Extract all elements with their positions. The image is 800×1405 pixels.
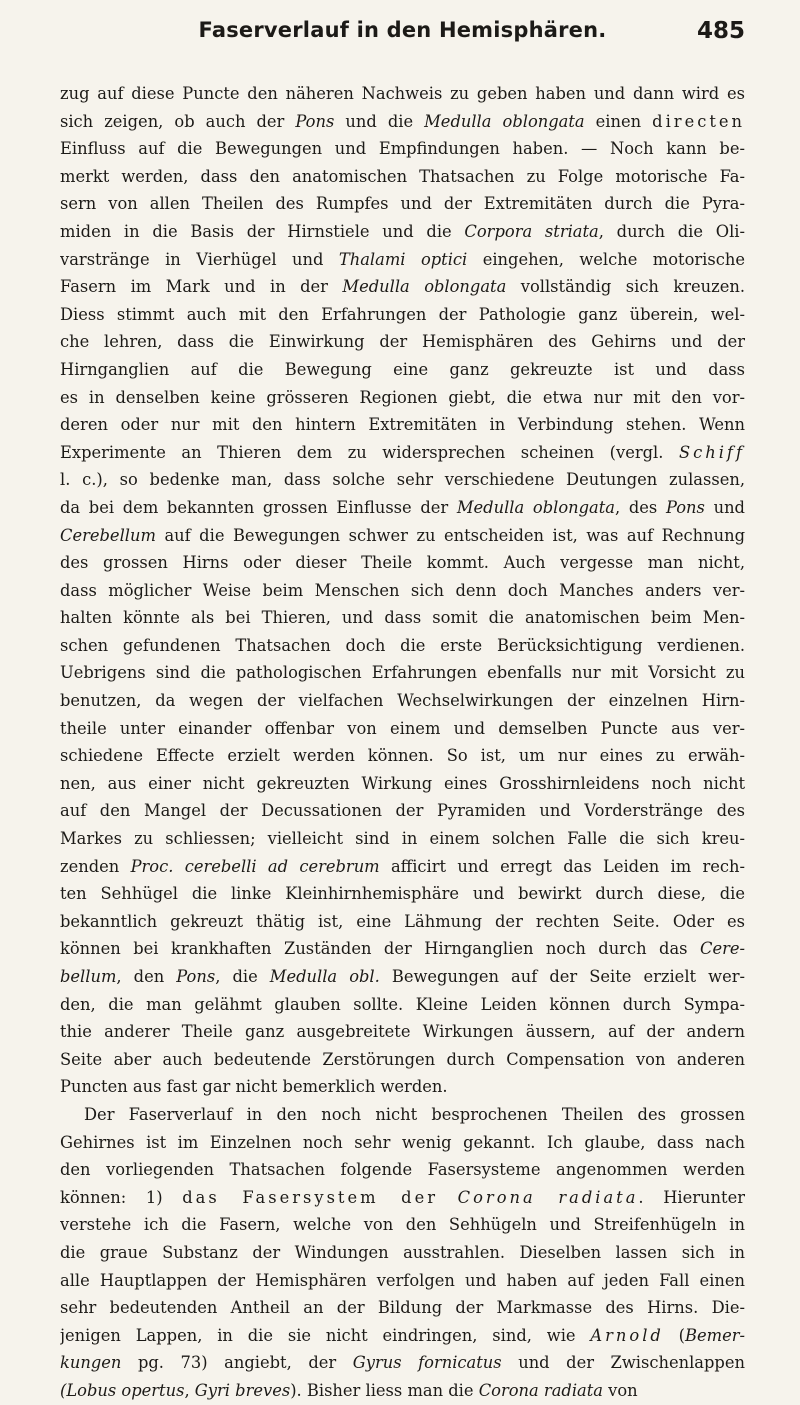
text-run: Seite aber auch bedeutende Zerstörungen durch Compensation von anderen <box>60 1049 745 1069</box>
text-line <box>60 1377 745 1405</box>
text-line <box>60 163 745 191</box>
text-run: Gehirnes ist im Einzelnen noch sehr wenig gekannt. Ich glaube, dass nach <box>60 1132 745 1152</box>
emphasized-text: Proc. cerebelli ad cerebrum <box>130 856 380 876</box>
text-run: können bei krankhaften Zuständen der Hirnganglien noch durch das <box>60 939 700 959</box>
text-run: theile unter einander offenbar von einem und demselben Puncte aus ver- <box>60 718 745 738</box>
text-run: auf den Mangel der Decussationen der Pyramiden und Vorderstränge des <box>60 801 745 821</box>
text-run: bekanntlich gekreuzt thätig ist, eine Lähmung der rechten Seite. Oder es <box>60 911 745 931</box>
text-run: miden in die Basis der Hirnstiele und die <box>60 221 465 241</box>
text-run: Diess stimmt auch mit den Erfahrungen der Pathologie ganz überein, wel- <box>60 304 745 324</box>
text-line <box>60 687 745 715</box>
text-run: die graue Substanz der Windungen ausstrahlen. Dieselben lassen sich in <box>60 1242 745 1262</box>
body-text <box>60 80 745 1405</box>
emphasized-text: Schiff <box>678 442 745 462</box>
text-line <box>60 522 745 550</box>
text-run: , <box>184 1380 195 1400</box>
emphasized-text: Pons <box>295 111 335 131</box>
text-run: l. c.), so bedenke man, dass solche sehr verschiedene Deutungen zulassen, <box>60 470 745 490</box>
text-run: ). Bisher liess man die <box>290 1380 479 1400</box>
text-run: und <box>704 497 745 517</box>
text-run: Markes zu schliessen; vielleicht sind in einem solchen Falle die sich kreu- <box>60 829 745 849</box>
page-header <box>60 18 745 58</box>
text-run: sich zeigen, ob auch der <box>60 111 296 131</box>
text-run: auf die Bewegungen schwer zu entscheiden ist, was auf Rechnung <box>155 525 745 545</box>
text-run: Experimente an Thieren dem zu widersprechen scheinen (vergl. <box>60 442 679 462</box>
text-line <box>60 577 745 605</box>
emphasized-text: Cere- <box>699 939 745 959</box>
text-run: und der Zwischenlappen <box>501 1353 745 1373</box>
text-line <box>60 1239 745 1267</box>
text-line <box>60 356 745 384</box>
emphasized-text: Corona radiata <box>478 1380 603 1400</box>
text-line <box>60 853 745 881</box>
text-run: sern von allen Theilen des Rumpfes und der Extremitäten durch die Pyra- <box>60 194 745 214</box>
text-run: halten könnte als bei Thieren, und dass somit die anatomischen beim Men- <box>60 608 745 628</box>
text-run: schiedene Effecte erzielt werden können. So ist, um nur eines zu erwäh- <box>60 746 745 766</box>
text-run: ( <box>663 1325 686 1345</box>
text-run: vollständig sich kreuzen. <box>506 277 745 297</box>
text-run: . Hierunter <box>638 1187 745 1207</box>
emphasized-text: Corpora striata <box>464 221 599 241</box>
text-run: deren oder nur mit den hintern Extremitäten in Verbindung stehen. Wenn <box>60 415 745 435</box>
text-run: Der Faserverlauf in den noch nicht besprochenen Theilen des grossen <box>84 1104 745 1124</box>
text-run: es in denselben keine grösseren Regionen giebt, die etwa nur mit den vor- <box>60 387 745 407</box>
text-run <box>438 1188 458 1207</box>
text-run: da bei dem bekannten grossen Einflusse der <box>60 497 457 517</box>
emphasized-text: Gyrus fornicatus <box>352 1353 502 1373</box>
emphasized-text: Medulla oblongata <box>342 277 507 297</box>
text-run: Hirnganglien auf die Bewegung eine ganz gekreuzte ist und dass <box>60 359 745 379</box>
emphasized-text: Thalami optici <box>338 249 468 269</box>
text-line <box>60 1322 745 1350</box>
text-line <box>60 246 745 274</box>
text-line <box>60 1018 745 1046</box>
text-run: , des <box>615 497 666 517</box>
emphasized-text: Medulla oblongata <box>424 111 585 131</box>
text-line <box>60 880 745 908</box>
text-run: den vorliegenden Thatsachen folgende Fasersysteme angenommen werden <box>60 1160 745 1180</box>
text-run: des grossen Hirns oder dieser Theile kommt. Auch vergesse man nicht, <box>60 553 745 573</box>
text-line <box>60 190 745 218</box>
text-line <box>60 273 745 301</box>
text-run: nen, aus einer nicht gekreuzten Wirkung eines Grosshirnleidens noch nicht <box>60 773 745 793</box>
text-run: Fasern im Mark und in der <box>60 277 343 297</box>
text-line <box>60 384 745 412</box>
text-line <box>60 715 745 743</box>
text-line <box>60 135 745 163</box>
text-run: , durch die Oli- <box>598 221 745 241</box>
text-line <box>60 1101 745 1129</box>
text-run: schen gefundenen Thatsachen doch die erste Berücksichtigung verdienen. <box>60 635 745 655</box>
emphasized-text: Corona radiata <box>457 1187 639 1207</box>
text-run: thie anderer Theile ganz ausgebreitete Wirkungen äussern, auf der andern <box>60 1022 745 1042</box>
text-line <box>60 1349 745 1377</box>
text-line <box>60 1294 745 1322</box>
text-run: verstehe ich die Fasern, welche von den Sehhügeln und Streifenhügeln in <box>60 1215 745 1235</box>
page-number: 485 <box>696 18 745 44</box>
text-run: ten Sehhügel die linke Kleinhirnhemisphäre und bewirkt durch diese, die <box>60 884 745 904</box>
emphasized-text: das Fasersystem der <box>182 1187 439 1207</box>
emphasized-text: directen <box>652 111 745 131</box>
text-run: pg. 73) angiebt, der <box>121 1353 353 1373</box>
text-run: und die <box>334 111 425 131</box>
emphasized-text: Bemer- <box>685 1325 745 1345</box>
emphasized-text: kungen <box>60 1353 122 1373</box>
emphasized-text: (Lobus opertus <box>60 1380 185 1400</box>
emphasized-text: Cerebellum <box>60 525 156 545</box>
text-line <box>60 411 745 439</box>
text-run: Puncten aus fast gar nicht bemerklich werden. <box>60 1077 448 1097</box>
text-run: sehr bedeutenden Antheil an der Bildung der Markmasse des Hirns. Die- <box>60 1298 745 1318</box>
text-line <box>60 466 745 494</box>
text-run: alle Hauptlappen der Hemisphären verfolgen und haben auf jeden Fall einen <box>60 1270 745 1290</box>
text-run: zug auf diese Puncte den näheren Nachweis zu geben haben und dann wird es <box>60 84 745 103</box>
text-line <box>60 218 745 246</box>
text-run: Einfluss auf die Bewegungen und Empfindungen haben. — Noch kann be- <box>60 139 745 159</box>
text-run: che lehren, dass die Einwirkung der Hemisphären des Gehirns und der <box>60 332 745 352</box>
text-run: benutzen, da wegen der vielfachen Wechselwirkungen der einzelnen Hirn- <box>60 691 745 711</box>
text-run: afficirt und erregt das Leiden im rech- <box>379 856 745 876</box>
text-line <box>60 742 745 770</box>
text-line <box>60 1211 745 1239</box>
text-run: Uebrigens sind die pathologischen Erfahrungen ebenfalls nur mit Vorsicht zu <box>60 663 745 683</box>
emphasized-text: Medulla obl. <box>269 967 380 986</box>
text-line <box>60 770 745 798</box>
emphasized-text: Pons <box>665 497 705 517</box>
text-line <box>60 439 745 467</box>
text-line <box>60 494 745 522</box>
text-run: zenden <box>60 856 131 876</box>
text-line <box>60 108 745 136</box>
text-line <box>60 935 745 963</box>
emphasized-text: Gyri breves <box>194 1380 291 1400</box>
running-title: Faserverlauf in den Hemisphären. <box>198 18 607 42</box>
text-run: , den <box>116 967 177 986</box>
text-run: eingehen, welche motorische <box>467 249 745 269</box>
text-line <box>60 908 745 936</box>
text-line <box>60 797 745 825</box>
emphasized-text: Arnold <box>590 1325 664 1345</box>
text-line <box>60 963 745 991</box>
emphasized-text: Pons <box>176 967 216 986</box>
text-line <box>60 1129 745 1157</box>
text-run: varstränge in Vierhügel und <box>60 249 339 269</box>
text-line <box>60 1267 745 1295</box>
text-run: können: 1) <box>60 1187 183 1207</box>
emphasized-text: bellum <box>60 967 117 986</box>
text-run: dass möglicher Weise beim Menschen sich denn doch Manches anders ver- <box>60 580 745 600</box>
text-line <box>60 1184 745 1212</box>
text-run: , die <box>215 967 270 986</box>
text-line <box>60 328 745 356</box>
text-line <box>60 1046 745 1074</box>
text-run: jenigen Lappen, in die sie nicht eindringen, sind, wie <box>60 1325 591 1345</box>
text-line <box>60 1073 745 1101</box>
text-run: merkt werden, dass den anatomischen Thatsachen zu Folge motorische Fa- <box>60 166 745 186</box>
text-run: einen <box>584 111 653 131</box>
text-line <box>60 549 745 577</box>
text-line <box>60 632 745 660</box>
text-line <box>60 991 745 1019</box>
text-line <box>60 1156 745 1184</box>
emphasized-text: Medulla oblongata <box>456 497 615 517</box>
text-run: den, die man gelähmt glauben sollte. Kleine Leiden können durch Sympa- <box>60 994 745 1014</box>
text-run: von <box>603 1380 638 1400</box>
text-line <box>60 659 745 687</box>
text-line <box>60 825 745 853</box>
text-line <box>60 301 745 329</box>
text-line <box>60 604 745 632</box>
text-line <box>60 80 745 108</box>
text-run: Bewegungen auf der Seite erzielt wer- <box>379 967 745 986</box>
